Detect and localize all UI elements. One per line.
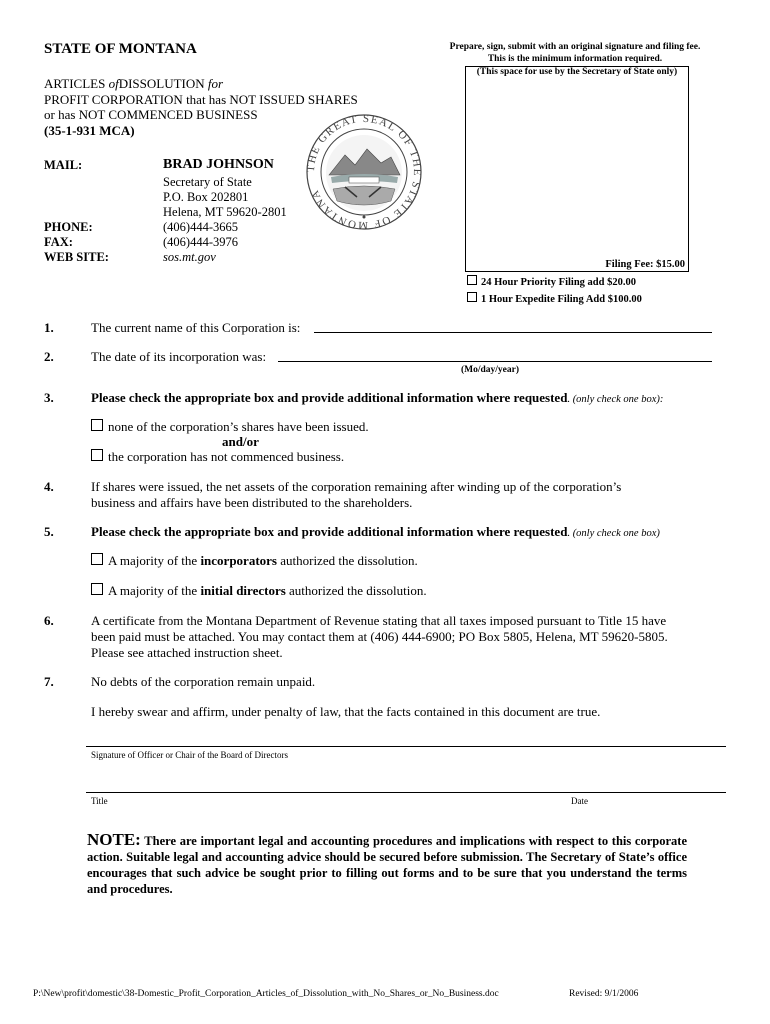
article-line1: ARTICLES ofDISSOLUTION for xyxy=(44,76,224,91)
mail-label: MAIL: xyxy=(44,158,83,172)
title-date-field[interactable] xyxy=(86,792,726,793)
signature-field[interactable] xyxy=(86,746,726,747)
filing-fee: Filing Fee: $15.00 xyxy=(605,259,685,270)
option-not-commenced[interactable]: the corporation has not commenced business. xyxy=(91,449,344,465)
instructions-line1: Prepare, sign, submit with an original signature and filing fee. xyxy=(449,42,701,52)
item-4-number: 4. xyxy=(44,479,54,494)
corporation-name-field[interactable] xyxy=(314,317,712,333)
option-no-shares-issued[interactable]: none of the corporation’s shares have been issued. xyxy=(91,419,369,435)
priority-24-hour[interactable]: 24 Hour Priority Filing add $20.00 xyxy=(467,275,636,288)
date-format-hint: (Mo/day/year) xyxy=(460,365,520,375)
item-5-number: 5. xyxy=(44,524,54,539)
website-link[interactable]: sos.mt.gov xyxy=(163,250,216,264)
no-shares-checkbox[interactable] xyxy=(91,419,103,431)
item-6-text: A certificate from the Montana Department of Revenue stating that all taxes imposed pursuant to Title 15 have been paid must be attached. You may contact them at (406) 444-6900; PO Box 5805, Helena, MT 59620-5805. Please see attached instruction sheet. xyxy=(91,613,668,660)
website-label: WEB SITE: xyxy=(44,250,109,264)
item-2-number: 2. xyxy=(44,349,54,364)
phone-number: (406)444-3665 xyxy=(163,220,238,234)
article-line2: PROFIT CORPORATION that has NOT ISSUED SHARES xyxy=(44,92,358,107)
title-label: Title xyxy=(91,796,108,806)
fax-number: (406)444-3976 xyxy=(163,235,238,249)
secretary-of-state-box xyxy=(465,66,689,272)
item-5-text: Please check the appropriate box and provide additional information where requested. (only check one box) xyxy=(91,524,660,539)
priority-24-checkbox[interactable] xyxy=(467,275,477,285)
secretary-name: BRAD JOHNSON xyxy=(163,157,274,172)
legal-note: NOTE: There are important legal and accounting procedures and implications with respect to this corporate action. Suitable legal and accounting advice should be secured before submission. The Secretary of State’s office encourages that such advice be sought prior to filling out forms and to be sure that you understand the terms and procedures. xyxy=(87,830,687,896)
option-incorporators[interactable]: A majority of the incorporators authorized the dissolution. xyxy=(91,553,418,569)
initial-directors-checkbox[interactable] xyxy=(91,583,103,595)
item-3-number: 3. xyxy=(44,390,54,405)
montana-state-seal xyxy=(305,113,423,231)
item-1-text: The current name of this Corporation is: xyxy=(91,320,301,335)
and-or-connector: and/or xyxy=(222,434,259,449)
secretary-title: Secretary of State xyxy=(163,175,252,189)
signature-label: Signature of Officer or Chair of the Board of Directors xyxy=(91,750,289,760)
article-line3: or has NOT COMMENCED BUSINESS xyxy=(44,107,258,122)
item-3-text: Please check the appropriate box and provide additional information where requested. (only check one box): xyxy=(91,390,664,405)
fax-label: FAX: xyxy=(44,235,73,249)
option-initial-directors[interactable]: A majority of the initial directors authorized the dissolution. xyxy=(91,583,427,599)
item-4-text: If shares were issued, the net assets of the corporation remaining after winding up of the corporation’s business and affairs have been distributed to the shareholders. xyxy=(91,479,622,510)
instructions-line2: This is the minimum information required. xyxy=(487,54,663,64)
phone-label: PHONE: xyxy=(44,220,93,234)
city-zip: Helena, MT 59620-2801 xyxy=(163,205,287,219)
item-7-text: No debts of the corporation remain unpaid. xyxy=(91,674,316,689)
item-7-number: 7. xyxy=(44,674,54,689)
po-box: P.O. Box 202801 xyxy=(163,190,249,204)
item-6-number: 6. xyxy=(44,613,54,628)
statute-reference: (35-1-931 MCA) xyxy=(44,123,135,138)
date-label: Date xyxy=(571,796,588,806)
incorporators-checkbox[interactable] xyxy=(91,553,103,565)
expedite-1-hour[interactable]: 1 Hour Expedite Filing Add $100.00 xyxy=(467,292,642,305)
file-path: P:\New\profit\domestic\38-Domestic_Profit_Corporation_Articles_of_Dissolution_with_No_Shares_or_No_Business.doc xyxy=(33,989,499,999)
item-1-number: 1. xyxy=(44,320,54,335)
sos-box-caption: (This space for use by the Secretary of State only) xyxy=(476,67,678,77)
state-title: STATE OF MONTANA xyxy=(44,41,197,57)
svg-text:THE GREAT SEAL OF THE STATE OF: THE GREAT SEAL OF THE STATE OF MONTANA xyxy=(305,113,423,231)
expedite-1-checkbox[interactable] xyxy=(467,292,477,302)
not-commenced-checkbox[interactable] xyxy=(91,449,103,461)
oath-statement: I hereby swear and affirm, under penalty of law, that the facts contained in this document are true. xyxy=(91,704,601,719)
incorporation-date-field[interactable] xyxy=(278,346,712,362)
revised-date: Revised: 9/1/2006 xyxy=(569,989,639,999)
item-2-text: The date of its incorporation was: xyxy=(91,349,267,364)
